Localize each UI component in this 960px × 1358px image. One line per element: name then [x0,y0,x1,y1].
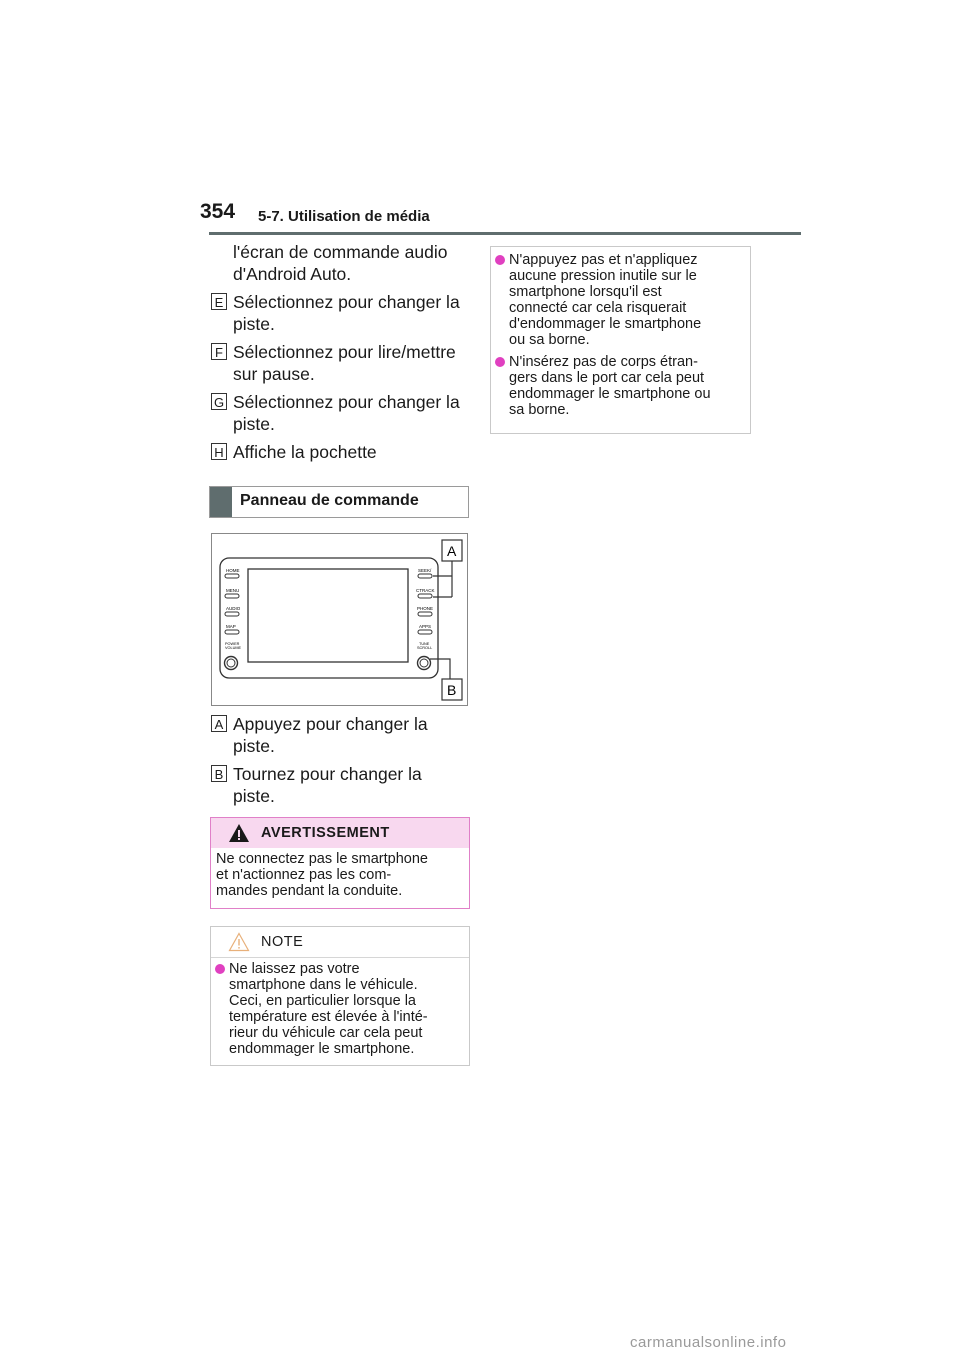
button-label: CTRACK [416,588,435,593]
item-line: Affiche la pochette [233,442,377,462]
warning-title: AVERTISSEMENT [261,825,390,841]
item-letter: A [211,715,227,732]
item-line: piste. [233,314,275,334]
item-line: piste. [233,736,275,756]
warning-line: et n'actionnez pas les com- [216,867,392,883]
button-label: AUDIO [226,606,241,611]
note-header [211,927,469,958]
list-item [211,291,466,335]
note-line: N'insérez pas de corps étran- [509,354,698,370]
head-unit-bezel [220,558,438,678]
tune-scroll-knob [418,657,431,670]
item-line: piste. [233,414,275,434]
button-label: MENU [226,588,240,593]
note-line: rieur du véhicule car cela peut [229,1025,423,1041]
track-button [418,594,432,598]
note-line: smartphone dans le véhicule. [229,977,418,993]
button-label: HOME [226,568,240,573]
caution-outline-icon [228,932,250,952]
item-line: Sélectionnez pour changer la [233,292,460,312]
tune-scroll-knob-inner [420,659,428,667]
home-button [225,574,239,578]
intro-text [233,241,473,285]
header-rule [209,232,801,235]
head-unit-screen [248,569,408,662]
note-line: endommager le smartphone. [229,1041,415,1057]
page-number: 354 [200,200,236,223]
button-label: PHONE [417,606,434,611]
note-box [210,926,470,1066]
knob-label: POWER [225,642,240,646]
item-letter: F [211,343,227,360]
note-line: d'endommager le smartphone [509,316,702,332]
bullet-dot-icon [495,255,505,265]
note-title: NOTE [261,934,304,950]
audio-button [225,612,239,616]
list-item [211,341,466,385]
note-line: température est élevée à l'inté- [229,1009,428,1025]
button-label: APPS [419,624,432,629]
map-button [225,630,239,634]
seek-button [418,574,432,578]
note-continued-bullets [495,252,745,418]
phone-button [418,612,432,616]
note-bullet [495,252,745,348]
note-line: gers dans le port car cela peut [509,370,705,386]
power-volume-knob [225,657,238,670]
warning-body [211,848,469,902]
menu-button [225,594,239,598]
note-line: aucune pression inutile sur le [509,268,697,284]
control-panel-figure [211,533,468,706]
warning-line: Ne connectez pas le smartphone [216,851,428,867]
item-letter: H [211,443,227,460]
apps-button [418,630,432,634]
panel-heading-bar [210,487,232,517]
callout-b-label: B [447,682,457,698]
note-bullets [211,958,469,1057]
item-line: Appuyez pour changer la [233,714,428,734]
warning-triangle-icon [228,823,250,843]
head-unit-illustration [212,534,467,705]
knob-label: VOLUME [225,646,242,650]
note-line: N'appuyez pas et n'appliquez [509,252,698,268]
knob-label: SCROLL [417,646,433,650]
list-item [211,391,466,435]
item-line: sur pause. [233,364,315,384]
note-line: sa borne. [509,402,570,418]
item-line: Sélectionnez pour lire/mettre [233,342,456,362]
bullet-dot-icon [215,964,225,974]
item-line: Sélectionnez pour changer la [233,392,460,412]
list-item [211,763,466,807]
intro-line: d'Android Auto. [233,264,352,284]
callout-a-label: A [447,543,457,559]
button-label: SEEK/ [418,568,432,573]
note-line: connecté car cela risquerait [509,300,687,316]
section-title: 5-7. Utilisation de média [258,208,430,225]
note-line: smartphone lorsqu'il est [509,284,662,300]
button-label: MAP [226,624,236,629]
item-letter: G [211,393,227,410]
knob-label: TUNE [419,642,430,646]
list-item [211,713,466,757]
bullet-dot-icon [495,357,505,367]
warning-header [211,818,469,848]
note-line: Ne laissez pas votre [229,961,360,977]
item-line: piste. [233,786,275,806]
panel-heading-title: Panneau de commande [240,492,419,509]
note-bullet [215,961,464,1057]
note-line: endommager le smartphone ou [509,386,711,402]
watermark: carmanualsonline.info [630,1334,787,1351]
intro-line: l'écran de commande audio [233,242,448,262]
item-letter: E [211,293,227,310]
warning-line: mandes pendant la conduite. [216,883,403,899]
note-bullet [495,354,745,418]
note-continued-box [490,246,751,434]
callout-b-leader [430,659,450,679]
power-volume-knob-inner [227,659,235,667]
note-line: Ceci, en particulier lorsque la [229,993,416,1009]
warning-box [210,817,470,909]
list-item [211,441,466,463]
item-line: Tournez pour changer la [233,764,422,784]
panel-heading [209,486,469,518]
note-line: ou sa borne. [509,332,590,348]
item-letter: B [211,765,227,782]
